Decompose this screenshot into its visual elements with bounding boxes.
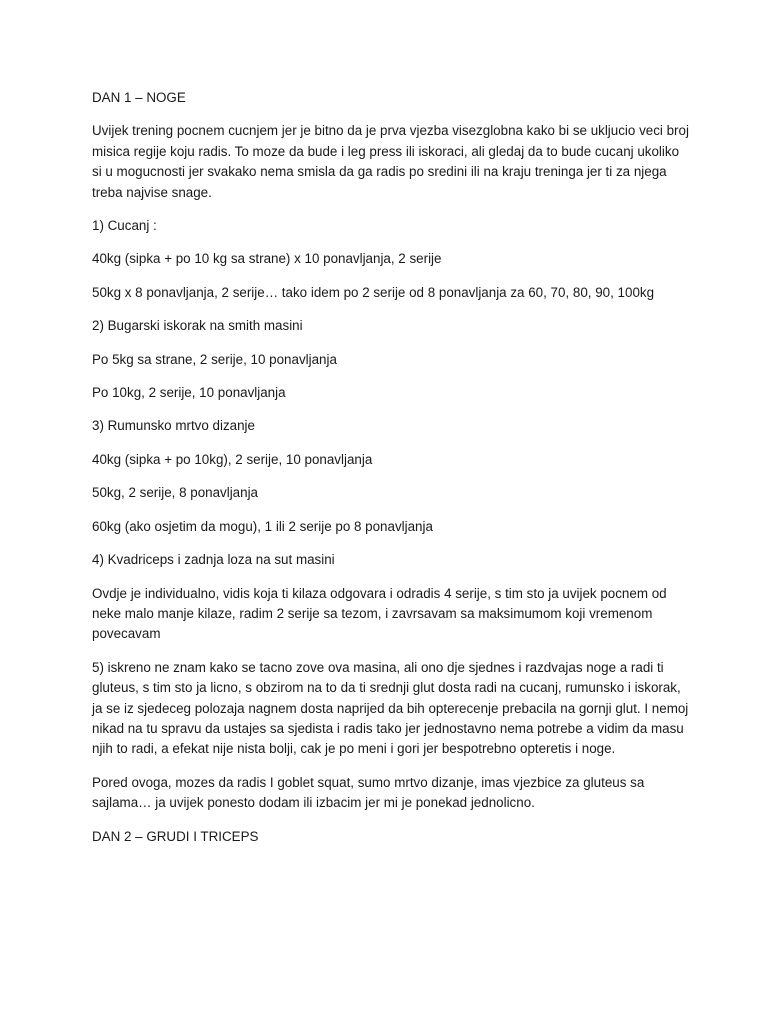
exercise-4-description: Ovdje je individualno, vidis koja ti kilaza odgovara i odradis 4 serije, s tim sto ja uvijek pocnem od neke malo manje kilaze, radim 2 serije sa tezom, i zavrsavam sa maksimumom koji vremenom povecavam bbox=[92, 585, 667, 642]
exercise-1-set-1: 40kg (sipka + po 10 kg sa strane) x 10 ponavljanja, 2 serije bbox=[92, 251, 442, 267]
additional-notes: Pored ovoga, mozes da radis I goblet squat, sumo mrtvo dizanje, imas vjezbice za gluteus sa sajlama… ja uvijek ponesto dodam ili izbacim jer mi je ponekad jednolicno. bbox=[92, 774, 645, 811]
exercise-3-set-2: 50kg, 2 serije, 8 ponavljanja bbox=[92, 485, 259, 501]
exercise-2-set-1: Po 5kg sa strane, 2 serije, 10 ponavljanja bbox=[92, 351, 337, 367]
exercise-2-title: 2) Bugarski iskorak na smith masini bbox=[92, 318, 303, 334]
exercise-1-title: 1) Cucanj : bbox=[92, 218, 157, 234]
intro-paragraph: Uvijek trening pocnem cucnjem jer je bitno da je prva vjezba visezglobna kako bi se ukljucio veci broj misica regije koju radis. To moze da bude i leg press ili iskoraci, ali gledaj da to bude cucanj ukoliko si u mogucnosti jer svakako nema smisla da ga radis po sredini ili na kraju treninga jer ti za njega treba najvise snage. bbox=[92, 123, 689, 200]
exercise-1-set-2: 50kg x 8 ponavljanja, 2 serije… tako idem po 2 serije od 8 ponavljanja za 60, 70, 80, 90, 100kg bbox=[92, 284, 655, 300]
document-page bbox=[92, 88, 692, 860]
exercise-2-set-2: Po 10kg, 2 serije, 10 ponavljanja bbox=[92, 385, 286, 401]
exercise-5-description: 5) iskreno ne znam kako se tacno zove ova masina, ali ono dje sjednes i razdvajas noge a radi ti gluteus, s tim sto ja licno, s obzirom na to da ti srednji glut dosta radi na cucanj, rumunsko i iskorak, ja se iz sjedeceg polozaja nagnem dosta naprijed da bih opterecenje prebacila na gornji glut. I nemoj nikad na tu spravu da ustajes sa sjedista i radis tako jer jednostavno nema potrebe a vidim da masu njih to radi, a efekat nije nista bolji, cak je po meni i gori jer bespotrebno opteretis i noge. bbox=[92, 659, 689, 757]
exercise-3-title: 3) Rumunsko mrtvo dizanje bbox=[92, 418, 255, 434]
exercise-4-title: 4) Kvadriceps i zadnja loza na sut masini bbox=[92, 552, 335, 568]
exercise-3-set-3: 60kg (ako osjetim da mogu), 1 ili 2 serije po 8 ponavljanja bbox=[92, 518, 433, 534]
exercise-3-set-1: 40kg (sipka + po 10kg), 2 serije, 10 ponavljanja bbox=[92, 451, 373, 467]
heading-day-2: DAN 2 – GRUDI I TRICEPS bbox=[92, 828, 259, 844]
heading-day-1: DAN 1 – NOGE bbox=[92, 90, 186, 105]
